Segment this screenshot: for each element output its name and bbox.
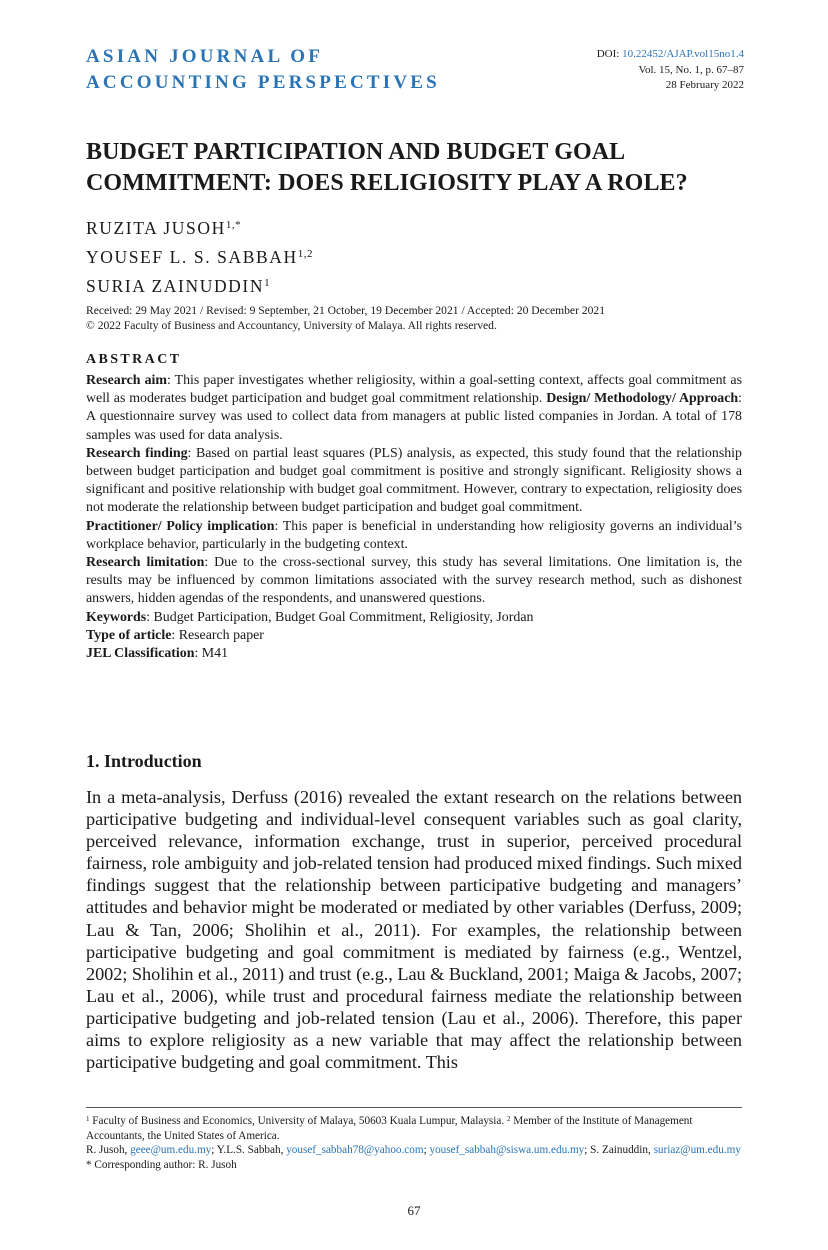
finding-text: : Based on partial least squares (PLS) analysis, as expected, this study found that the relationship between budget participation and budget goal commitment is positive and strongly significant. Religiosity shows a significant and positive relationship with budget goal commitment. However, contrary to expectation, religiosity does not moderate the relationship between budget participation and budget goal commitment.: [86, 445, 742, 516]
affiliation-2: Member of the Institute of Management Accountants, the United States of America.: [86, 1115, 693, 1142]
practitioner-label: Practitioner/ Policy implication: [86, 518, 275, 534]
journal-name: [86, 44, 440, 96]
abstract-keywords: [86, 609, 742, 627]
introduction-heading: 1. Introduction: [86, 751, 202, 771]
jusoh-email-link[interactable]: geee@um.edu.my: [130, 1144, 212, 1157]
doi-label: DOI:: [596, 48, 623, 60]
affiliation-footnote: [86, 1112, 746, 1143]
copyright-notice: © 2022 Faculty of Business and Accountancy, University of Malaya. All rights reserved.: [86, 319, 497, 332]
author-list: [86, 212, 313, 299]
limitation-label: Research limitation: [86, 555, 205, 571]
article-title: [86, 137, 746, 199]
corresponding-author: * Corresponding author: R. Jusoh: [86, 1158, 237, 1171]
doi-link[interactable]: 10.22452/AJAP.vol15no1.4: [622, 48, 744, 60]
abstract-body: [86, 372, 742, 663]
design-text: : A questionnaire survey was used to collect data from managers at public listed companies in Jordan. A total of 178 samples was used for data analysis.: [86, 391, 742, 443]
email-separator: ;: [423, 1144, 430, 1157]
research-aim-text: : This paper investigates whether religiosity, within a goal-setting context, affects goal commitment as well as moderates budget participation and budget goal commitment relationship.: [86, 373, 743, 407]
jel-text: : M41: [194, 646, 229, 662]
author-1-affiliation: 1,*: [225, 219, 242, 231]
author-3: [86, 270, 313, 299]
keywords-label: Keywords: [86, 609, 147, 625]
article-history: [86, 303, 605, 333]
author-1: [86, 212, 313, 241]
journal-name-line-2: ACCOUNTING PERSPECTIVES: [86, 72, 440, 93]
title-line-1: BUDGET PARTICIPATION AND BUDGET GOAL: [86, 139, 626, 165]
article-type-text: : Research paper: [171, 627, 264, 643]
volume-info: Vol. 15, No. 1, p. 67–87: [638, 63, 744, 76]
publication-date: 28 February 2022: [665, 79, 744, 91]
practitioner-text: : This paper is beneficial in understanding how religiosity governs an individual’s workplace behavior, particularly in the budgeting context.: [86, 518, 742, 552]
article-type-label: Type of article: [86, 627, 172, 643]
abstract-article-type: [86, 627, 742, 645]
footnote-divider: [86, 1107, 742, 1108]
author-2: [86, 241, 313, 270]
author-2-affiliation: 1,2: [297, 248, 314, 260]
title-line-2: COMMITMENT: DOES RELIGIOSITY PLAY A ROLE?: [86, 170, 688, 196]
jel-label: JEL Classification: [86, 646, 195, 662]
zainuddin-email-link[interactable]: suriaz@um.edu.my: [653, 1144, 741, 1157]
introduction-body: In a meta-analysis, Derfuss (2016) revealed the extant research on the relations between participative budgeting and individual-level consequent variables such as goal clarity, perceived relevance, information exchange, trust in superior, perceived procedural fairness, role ambiguity and job-related tension had produced mixed findings. Such mixed findings suggest that the relationship between participative budgeting and managers’ attitudes and behavior might be moderated or mediated by other variables (Derfuss, 2009; Lau & Tan, 2006; Sholihin et al., 2011). For examples, the relationship between participative budgeting and goal commitment is mediated by fairness (e.g., Wentzel, 2002; Sholihin et al., 2011) and trust (e.g., Lau & Buckland, 2001; Maiga & Jacobs, 2007; Lau et al., 2006), while trust and procedural fairness mediate the relationship between participative budgeting and job-related tension (Lau et al., 2006). Therefore, this paper aims to explore religiosity as a new variable that may affect the relationship between participative budgeting and goal commitment. This: [86, 787, 742, 1073]
article-meta: [597, 47, 744, 94]
author-1-name: RUZITA JUSOH: [86, 218, 226, 238]
author-3-affiliation: 1: [264, 277, 271, 289]
sabbah-email-link-2[interactable]: yousef_sabbah@siswa.um.edu.my: [429, 1144, 585, 1157]
abstract-jel: [86, 645, 742, 663]
abstract-finding: [86, 445, 742, 518]
sabbah-label: ; Y.L.S. Sabbah,: [211, 1144, 287, 1157]
finding-label: Research finding: [86, 445, 188, 461]
email-footnote: [86, 1143, 746, 1158]
journal-name-line-1: ASIAN JOURNAL OF: [86, 46, 323, 67]
footnotes: [86, 1112, 746, 1172]
abstract-practitioner: [86, 518, 742, 554]
abstract-limitation: [86, 554, 742, 609]
page-number: 67: [407, 1203, 421, 1218]
footnote-sup-2: 2: [506, 1115, 511, 1123]
zainuddin-label: ; S. Zainuddin,: [584, 1144, 654, 1157]
sabbah-email-link-1[interactable]: yousef_sabbah78@yahoo.com: [286, 1144, 424, 1157]
affiliation-1: Faculty of Business and Economics, University of Malaya, 50603 Kuala Lumpur, Malaysia.: [89, 1115, 507, 1127]
footnote-sup-1: 1: [86, 1115, 90, 1123]
limitation-text: : Due to the cross-sectional survey, this study has several limitations. One limitation is, the results may be influenced by common limitations associated with the survey research method, such as dishonest answers, hidden agendas of the respondents, and unanswered questions.: [86, 555, 742, 607]
abstract-research-aim: [86, 372, 742, 445]
design-label: Design/ Methodology/ Approach: [546, 391, 739, 407]
author-3-name: SURIA ZAINUDDIN: [86, 276, 265, 296]
abstract-heading: ABSTRACT: [86, 352, 182, 367]
research-aim-label: Research aim: [86, 373, 167, 388]
author-2-name: YOUSEF L. S. SABBAH: [86, 247, 298, 267]
jusoh-label: R. Jusoh,: [86, 1144, 131, 1157]
keywords-text: : Budget Participation, Budget Goal Commitment, Religiosity, Jordan: [146, 609, 534, 625]
doi-line: [597, 47, 744, 63]
submission-dates: Received: 29 May 2021 / Revised: 9 September, 21 October, 19 December 2021 / Accepted: 20 December 2021: [86, 304, 606, 317]
